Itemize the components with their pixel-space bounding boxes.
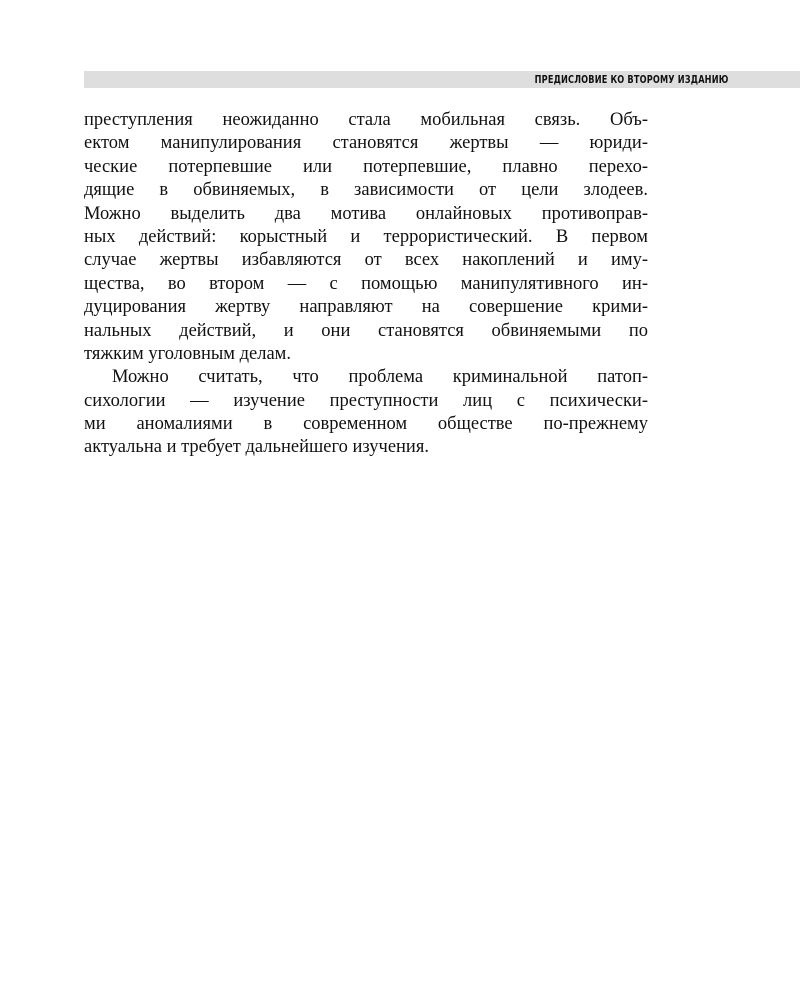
text-line: ектом манипулирования становятся жертвы — юриди- xyxy=(84,133,648,154)
text-line: ми аномалиями в современном обществе по-прежнему xyxy=(84,414,648,435)
paragraph xyxy=(84,366,648,460)
text-line: ческие потерпевшие или потерпевшие, плавно перехо- xyxy=(84,156,648,177)
text-line: актуальна и требует дальнейшего изучения. xyxy=(84,437,429,458)
text-line: преступления неожиданно стала мобильная связь. Объ- xyxy=(84,110,648,130)
text-line: щества, во втором — с помощью манипулятивного ин- xyxy=(84,273,648,294)
text-line: тяжким уголовным делам. xyxy=(84,343,292,364)
text-line: нальных действий, и они становятся обвиняемыми по xyxy=(84,320,648,341)
paragraph xyxy=(84,109,648,366)
running-header-title: ПРЕДИСЛОВИЕ КО ВТОРОМУ ИЗДАНИЮ xyxy=(534,74,728,86)
running-header xyxy=(84,71,800,88)
text-line: Можно выделить два мотива онлайновых противоправ- xyxy=(84,203,648,224)
text-line: случае жертвы избавляются от всех накоплений и иму- xyxy=(84,250,648,271)
text-line: Можно считать, что проблема криминальной патоп- xyxy=(112,367,648,388)
text-line: сихологии — изучение преступности лиц с психически- xyxy=(84,390,648,411)
text-line: дящие в обвиняемых, в зависимости от цели злодеев. xyxy=(84,180,648,201)
text-line: дуцирования жертву направляют на совершение крими- xyxy=(84,297,648,318)
text-line: ных действий: корыстный и террористический. В первом xyxy=(84,226,648,247)
page-body xyxy=(84,109,648,460)
